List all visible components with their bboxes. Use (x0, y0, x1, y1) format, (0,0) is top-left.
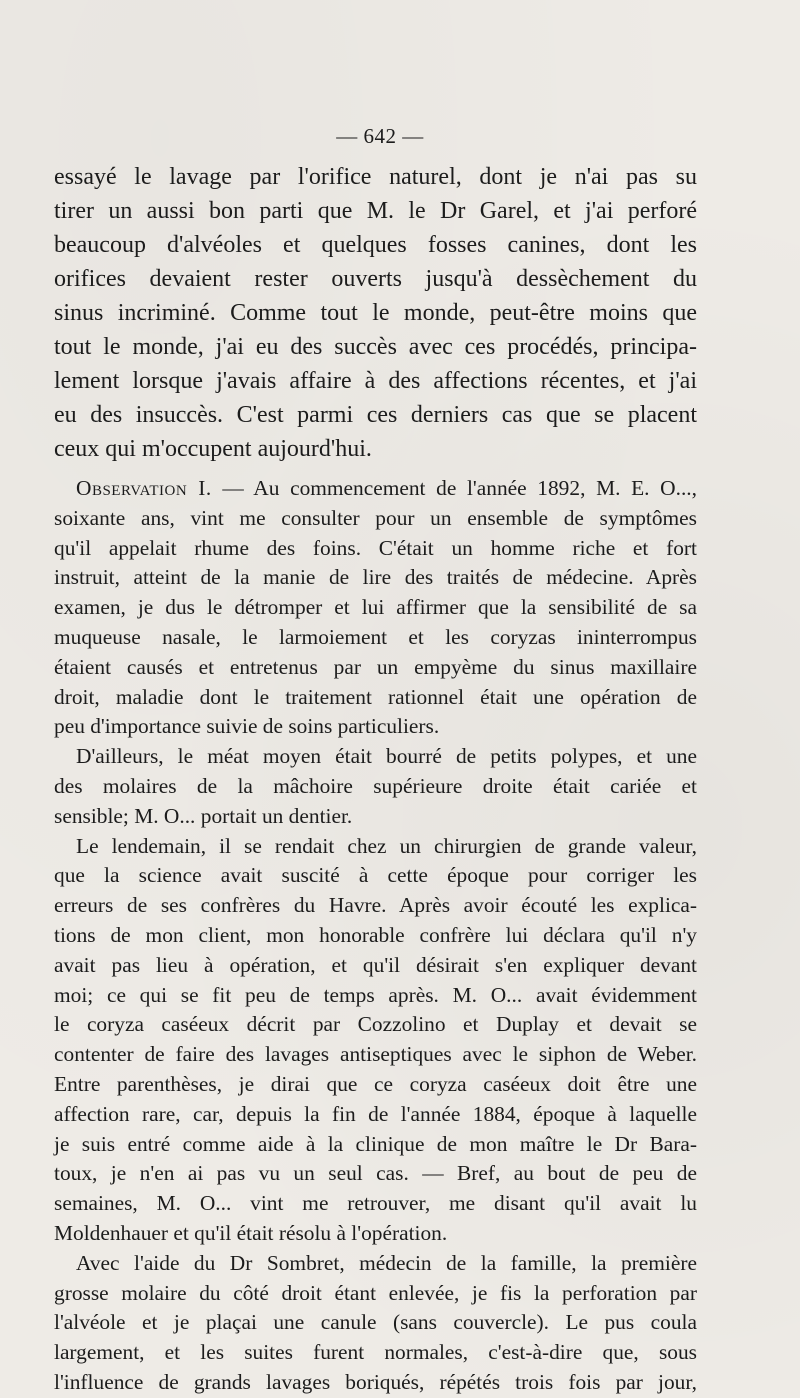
text-line: examen, je dus le détromper et lui affirmer que la sensibilité de sa (54, 595, 697, 620)
text-line: l'influence de grands lavages boriqués, répétés trois fois par jour, (54, 1369, 697, 1394)
text-line: orifices devaient rester ouverts jusqu'à dessèchement du (54, 266, 697, 292)
text-line: qu'il appelait rhume des foins. C'était un homme riche et fort (54, 535, 697, 560)
text-line: je suis entré comme aide à la clinique de mon maître le Dr Bara- (54, 1131, 697, 1156)
text-line: beaucoup d'alvéoles et quelques fosses canines, dont les (54, 232, 697, 258)
text-line: instruit, atteint de la manie de lire des traités de médecine. Après (54, 565, 697, 590)
text-line: affection rare, car, depuis la fin de l'année 1884, époque à laquelle (54, 1101, 697, 1126)
text-line: sinus incriminé. Comme tout le monde, peut-être moins que (54, 300, 697, 326)
observation-first-line-text: — Au commencement de l'année 1892, M. E. O..., (211, 476, 697, 500)
text-line: peu d'importance suivie de soins particuliers. (54, 714, 440, 739)
text-line: que la science avait suscité à cette époque pour corriger les (54, 863, 697, 888)
text-line: Entre parenthèses, je dirai que ce coryza caséeux doit être une (54, 1071, 697, 1096)
text-line: l'alvéole et je plaçai une canule (sans couvercle). Le pus coula (54, 1310, 697, 1335)
text-line: essayé le lavage par l'orifice naturel, dont je n'ai pas su (54, 164, 697, 190)
observation-heading: Observation I. (76, 476, 212, 500)
text-line: toux, je n'en ai pas vu un seul cas. — Bref, au bout de peu de (54, 1161, 697, 1186)
text-line: droit, maladie dont le traitement rationnel était une opération de (54, 684, 697, 709)
text-line: erreurs de ses confrères du Havre. Après avoir écouté les explica- (54, 893, 697, 918)
text-line: Le lendemain, il se rendait chez un chirurgien de grande valeur, (76, 833, 697, 858)
text-line: eu des insuccès. C'est parmi ces derniers cas que se placent (54, 402, 697, 428)
text-line: Avec l'aide du Dr Sombret, médecin de la famille, la première (76, 1250, 697, 1275)
text-line: largement, et les suites furent normales, c'est-à-dire que, sous (54, 1340, 697, 1365)
text-line: D'ailleurs, le méat moyen était bourré de petits polypes, et une (76, 744, 697, 769)
text-line: contenter de faire des lavages antiseptiques avec le siphon de Weber. (54, 1042, 697, 1067)
page-number: — 642 — (336, 124, 424, 148)
text-line: grosse molaire du côté droit étant enlevée, je fis la perforation par (54, 1280, 697, 1305)
text-line: avait pas lieu à opération, et qu'il désirait s'en expliquer devant (54, 952, 697, 977)
text-line: muqueuse nasale, le larmoiement et les coryzas ininterrompus (54, 624, 697, 649)
text-line: moi; ce qui se fit peu de temps après. M. O... avait évidemment (54, 982, 697, 1007)
text-line: sensible; M. O... portait un dentier. (54, 803, 353, 828)
text-line: des molaires de la mâchoire supérieure droite était cariée et (54, 773, 697, 798)
text-line: étaient causés et entretenus par un empyème du sinus maxillaire (54, 654, 697, 679)
opening-paragraph (54, 160, 697, 466)
text-line: tirer un aussi bon parti que M. le Dr Garel, et j'ai perforé (54, 198, 697, 224)
observation-first-line (54, 474, 697, 504)
text-line: Moldenhauer et qu'il était résolu à l'opération. (54, 1220, 448, 1245)
text-line: soixante ans, vint me consulter pour un ensemble de symptômes (54, 505, 697, 530)
text-line: le coryza caséeux décrit par Cozzolino et Duplay et devait se (54, 1012, 697, 1037)
text-line: tions de mon client, mon honorable confrère lui déclara qu'il n'y (54, 922, 697, 947)
observation-section (54, 474, 697, 1398)
text-line: ceux qui m'occupent aujourd'hui. (54, 436, 372, 462)
text-line: semaines, M. O... vint me retrouver, me disant qu'il avait lu (54, 1191, 697, 1216)
text-line: tout le monde, j'ai eu des succès avec ces procédés, principa- (54, 334, 697, 360)
text-line: lement lorsque j'avais affaire à des affections récentes, et j'ai (54, 368, 697, 394)
